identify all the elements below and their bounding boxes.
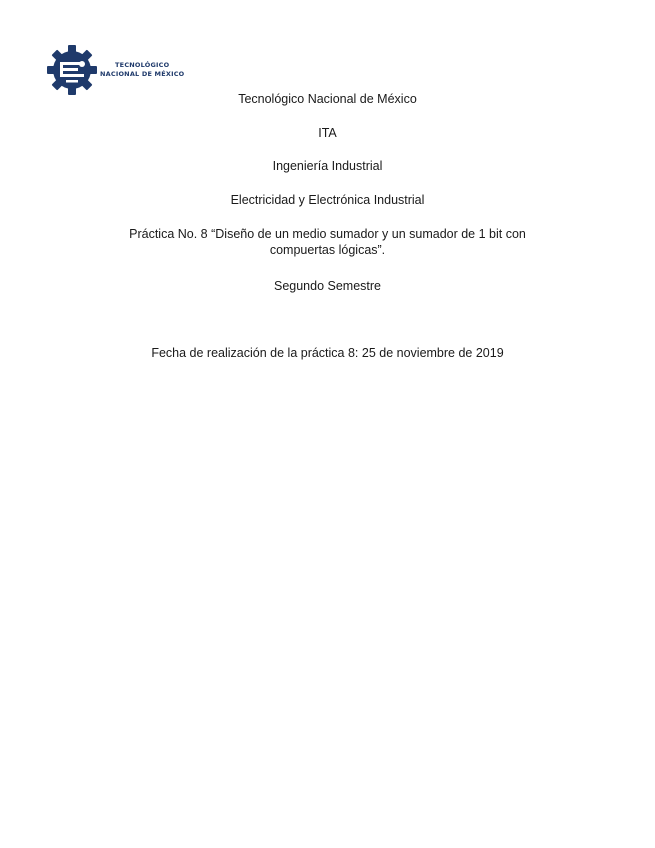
- semester: Segundo Semestre: [273, 279, 381, 293]
- subject-name: Electricidad y Electrónica Industrial: [230, 193, 425, 207]
- career-name: Ingeniería Industrial: [272, 159, 383, 173]
- practice-title-line-2: compuertas lógicas”.: [269, 243, 386, 257]
- campus-name: ITA: [318, 126, 337, 140]
- practice-title: [0, 226, 655, 258]
- logo-line-1: TECNOLÓGICO: [115, 61, 170, 69]
- logo-wordmark: [100, 61, 184, 79]
- gear-emblem-icon: [46, 44, 98, 96]
- practice-date: Fecha de realización de la práctica 8: 25 de noviembre de 2019: [151, 346, 504, 360]
- logo-line-2: NACIONAL DE MÉXICO: [100, 70, 185, 78]
- practice-title-line-1: Práctica No. 8 “Diseño de un medio sumador y un sumador de 1 bit con: [129, 227, 526, 241]
- institution-name: Tecnológico Nacional de México: [238, 92, 417, 106]
- tecnm-logo: [46, 44, 196, 96]
